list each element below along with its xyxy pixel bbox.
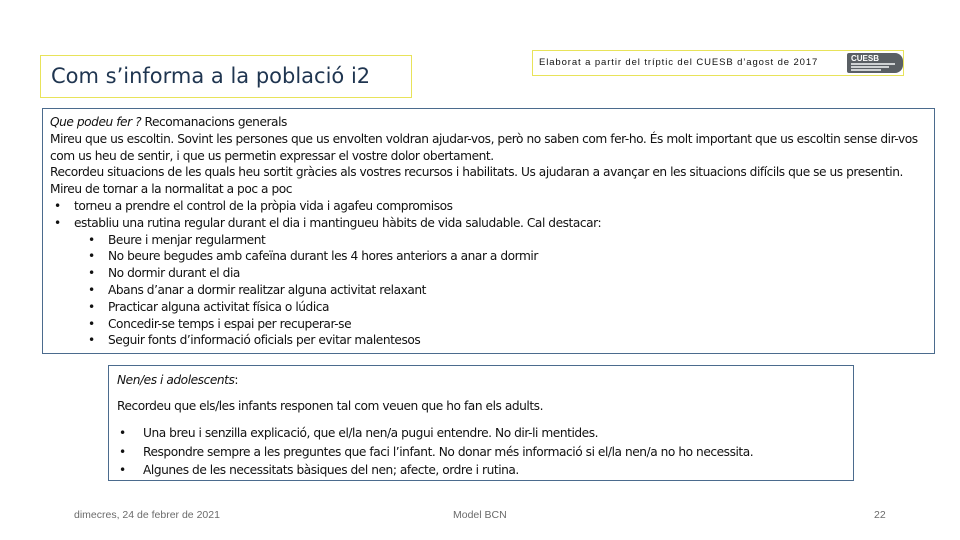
slide-title: Com s’informa a la població i2 — [51, 64, 371, 88]
children-list-item — [117, 424, 753, 443]
source-text: Elaborat a partir del tríptic del CUESB d’agost de 2017 — [539, 57, 819, 68]
heading-question: Que podeu fer ? — [50, 115, 142, 129]
paragraph-line: Recordeu situacions de les quals heu sortit gràcies als vostres recursos i habilitats. Us ajudaran a avançar en les situacions difícils que se us presentin. — [50, 165, 903, 180]
children-list-item — [117, 461, 753, 480]
footer-date: dimecres, 24 de febrer de 2021 — [74, 509, 220, 521]
sub-list-item — [50, 316, 927, 333]
sub-list-item-text: Abans d’anar a dormir realitzar alguna activitat relaxant — [108, 282, 426, 297]
bullet: • — [54, 198, 61, 213]
sub-list-item — [50, 232, 927, 249]
sub-list-item — [50, 332, 927, 349]
paragraph-line: com us heu de sentir, i que us permetin expressar el vostre dolor obertament. — [50, 148, 494, 163]
cuesb-logo — [847, 53, 903, 73]
source-box — [532, 50, 904, 76]
sub-list-item-text: Beure i menjar regularment — [108, 232, 266, 247]
bullet: • — [88, 316, 95, 331]
general-recommendations-box — [42, 108, 935, 354]
page-number: 22 — [874, 509, 886, 521]
sub-list-item-text: No dormir durant el dia — [108, 266, 240, 281]
bullet: • — [88, 232, 95, 247]
children-list-item-text: Respondre sempre a les preguntes que faci l’infant. No donar més informació si el/la nen/a no ho necessita. — [143, 444, 754, 459]
logo-line — [851, 69, 881, 71]
paragraph-line: Mireu que us escoltin. Sovint les persones que us envolten voldran ajudar-vos, però no saben com fer-ho. És molt important que us escoltin sense dir-vos — [50, 131, 918, 146]
slide-title-box — [40, 55, 412, 98]
bullet: • — [119, 426, 126, 440]
bullet: • — [54, 215, 61, 230]
sub-list-item-text: Concedir-se temps i espai per recuperar-se — [108, 316, 352, 331]
footer-label: Model BCN — [453, 509, 507, 521]
sub-list-item — [50, 265, 927, 282]
bullet: • — [88, 266, 95, 281]
bullet: • — [88, 282, 95, 297]
children-list-item-text: Algunes de les necessitats bàsiques del nen; afecte, ordre i rutina. — [143, 463, 519, 477]
bullet: • — [119, 463, 126, 477]
list-item — [50, 198, 927, 215]
logo-text: CUESB — [851, 54, 880, 63]
sub-list-item-text: Seguir fonts d’informació oficials per evitar malentesos — [108, 333, 421, 348]
children-list — [117, 424, 753, 480]
sub-list-item — [50, 299, 927, 316]
bullet: • — [88, 249, 95, 264]
sub-list-item — [50, 248, 927, 265]
children-teens-box — [108, 365, 854, 481]
children-heading-text: Nen/es i adolescents — [117, 373, 235, 387]
section-heading — [50, 114, 927, 131]
children-section-heading — [117, 373, 238, 387]
bullet: • — [119, 444, 126, 459]
list-item — [50, 215, 927, 232]
sub-list-item-text: Practicar alguna activitat física o lúdica — [108, 299, 330, 314]
children-heading-colon: : — [234, 373, 239, 387]
logo-line — [851, 63, 895, 65]
paragraph-line: Mireu de tornar a la normalitat a poc a poc — [50, 182, 293, 197]
list-item-text: establiu una rutina regular durant el dia i mantingueu hàbits de vida saludable. Cal destacar: — [74, 215, 602, 230]
heading-rest: Recomanacions generals — [141, 115, 287, 129]
bullet: • — [88, 333, 95, 348]
sub-list-item-text: No beure begudes amb cafeïna durant les 4 hores anteriors a anar a dormir — [108, 249, 538, 264]
children-list-item — [117, 443, 753, 462]
children-intro: Recordeu que els/les infants responen tal com veuen que ho fan els adults. — [117, 399, 543, 413]
logo-line — [851, 66, 889, 68]
list-item-text: torneu a prendre el control de la pròpia vida i agafeu compromisos — [74, 198, 453, 213]
bullet: • — [88, 299, 95, 314]
children-list-item-text: Una breu i senzilla explicació, que el/la nen/a pugui entendre. No dir-li mentides. — [143, 426, 599, 440]
sub-list-item — [50, 282, 927, 299]
